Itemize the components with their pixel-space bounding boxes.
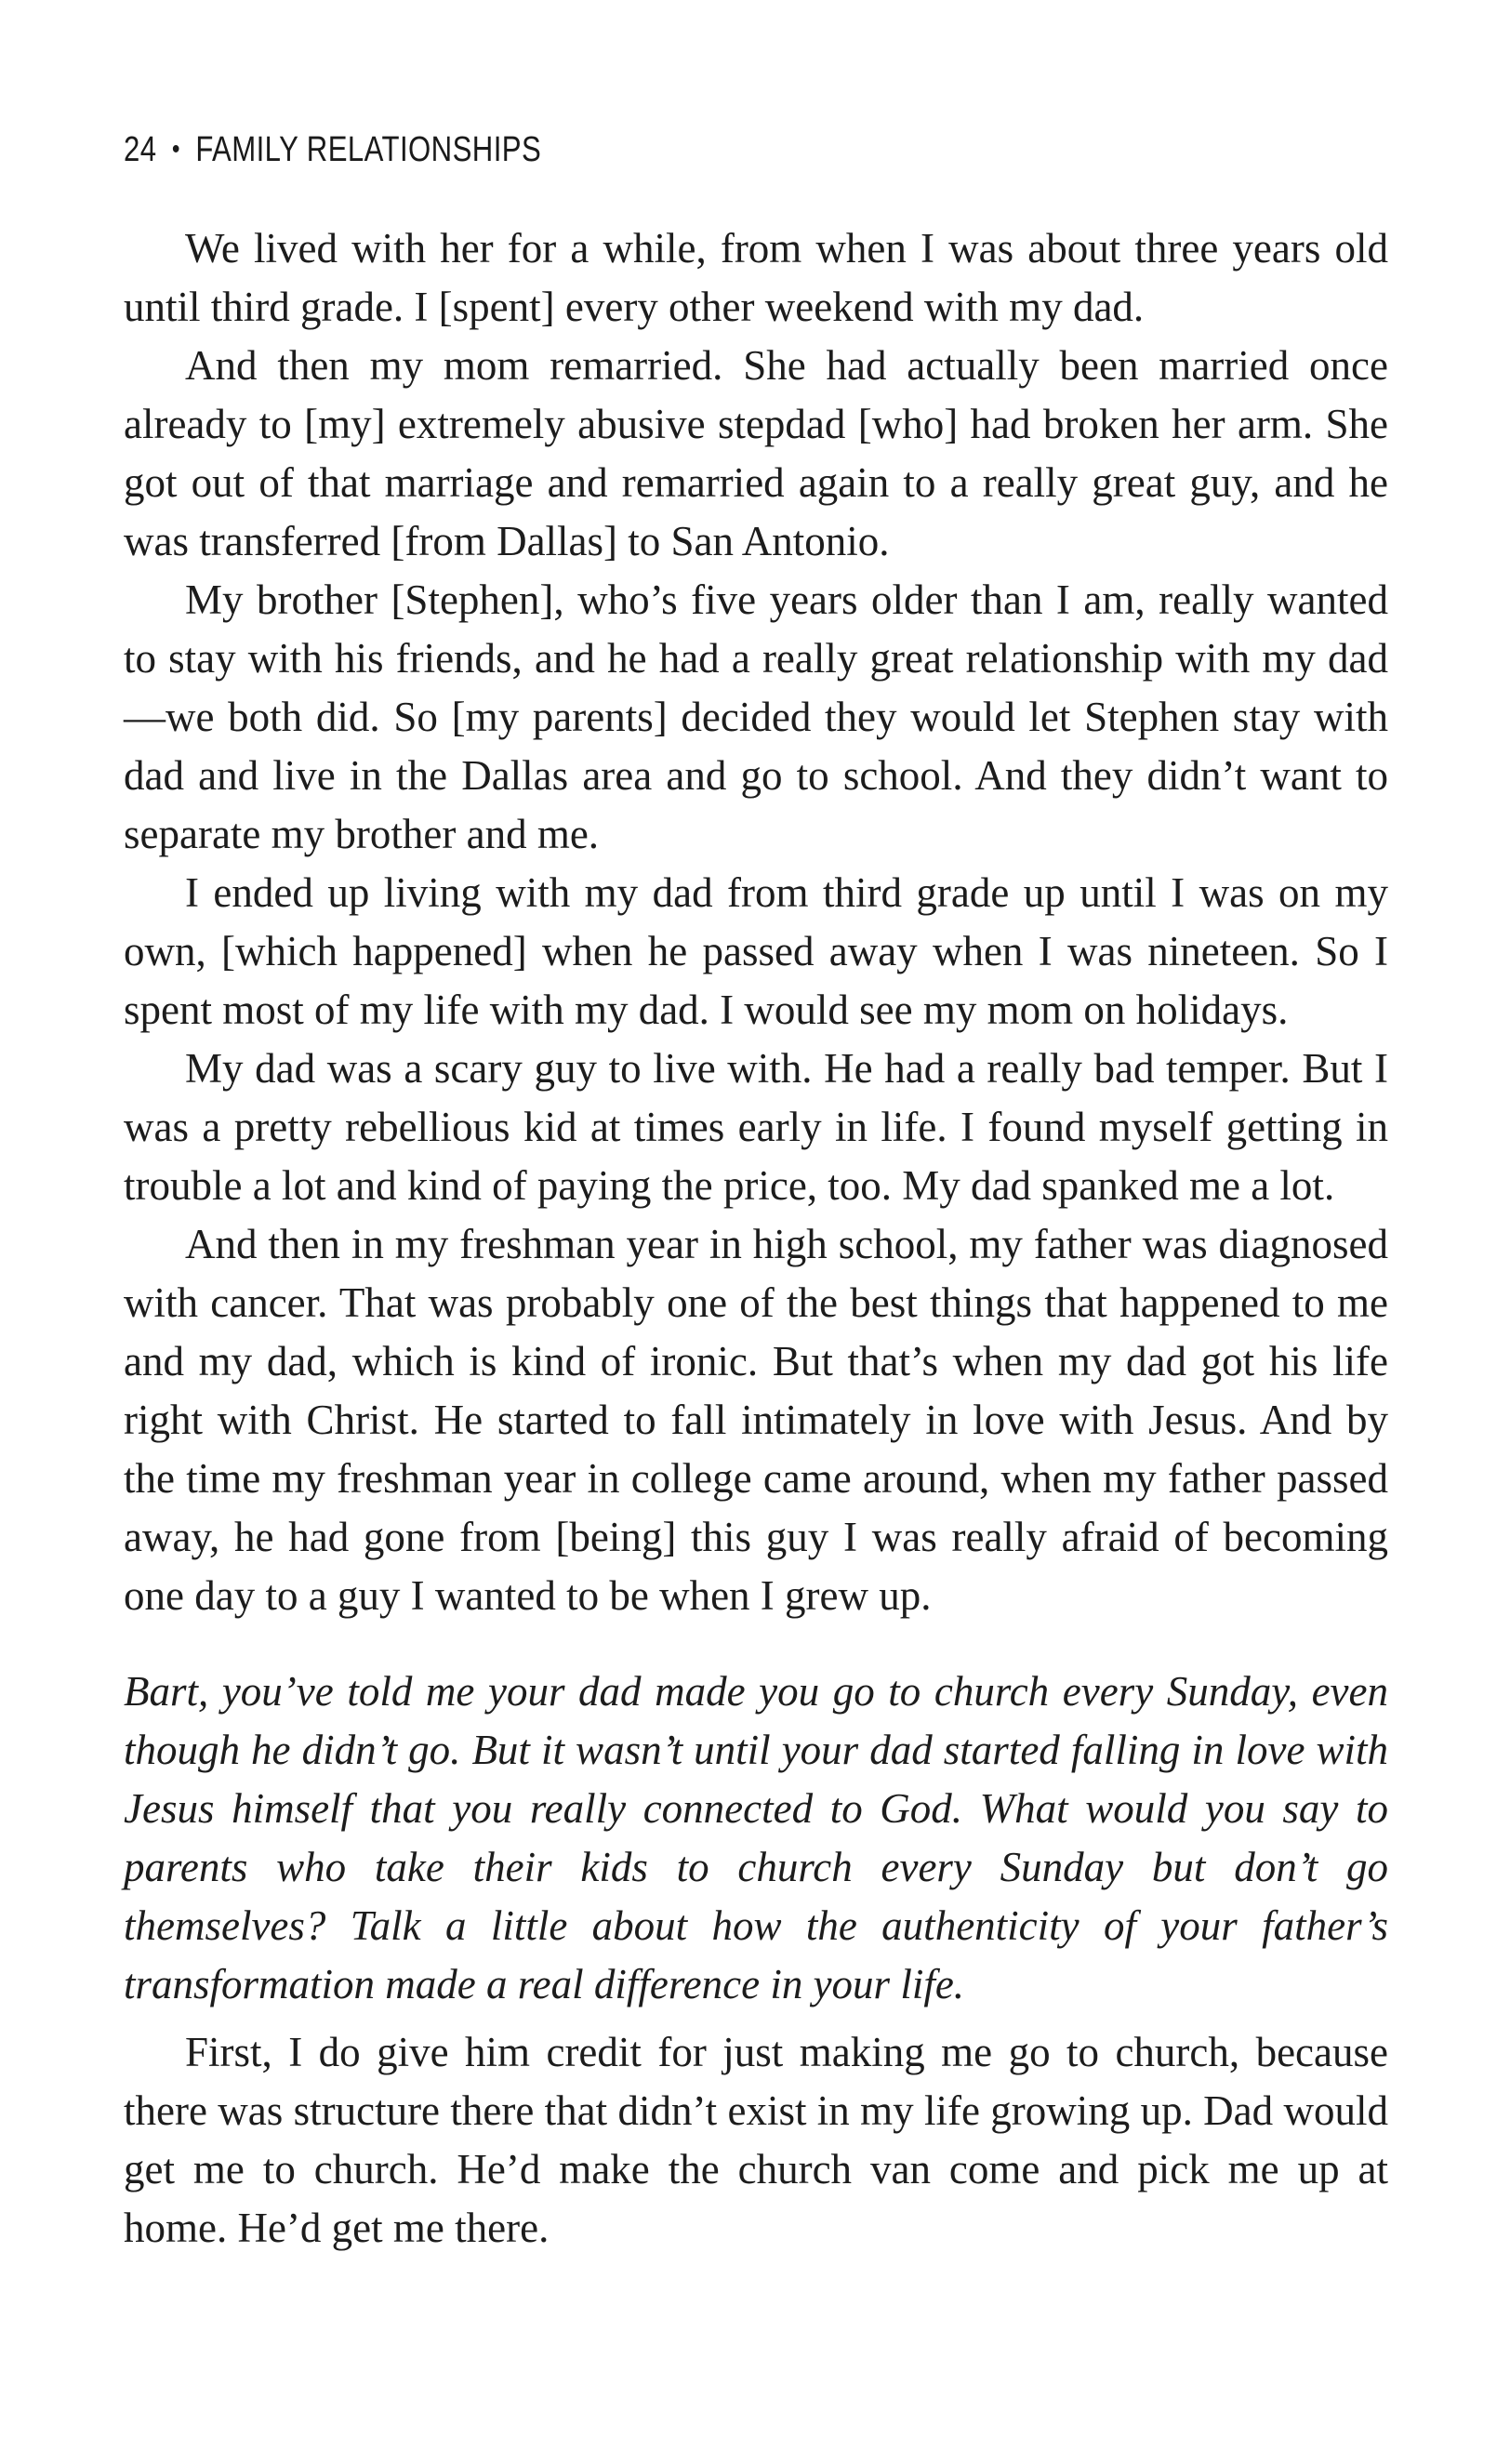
- answer-paragraph: First, I do give him credit for just making me go to church, because there was structure there that didn’t exist in my life growing up. Dad would get me to church. He’d make the church van come and pick me up at home. He’d get me there.: [124, 2029, 1388, 2251]
- page-number: 24: [124, 130, 157, 169]
- paragraph: And then in my freshman year in high school, my father was diagnosed with cancer. That was probably one of the best things that happened to me and my dad, which is kind of ironic. But that’s when my dad got his life right with Christ. He started to fall intimately in love with Jesus. And by the time my freshman year in college came around, when my father passed away, he had gone from [being] this guy I was really afraid of becoming one day to a guy I wanted to be when I grew up.: [124, 1221, 1388, 1619]
- paragraph: And then my mom remarried. She had actually been married once already to [my] extremely abusive stepdad [who] had broken her arm. She got out of that marriage and remarried again to a really great guy, and he was transferred [from Dallas] to San Antonio.: [124, 342, 1388, 564]
- paragraph: My dad was a scary guy to live with. He had a really bad temper. But I was a pretty rebellious kid at times early in life. I found myself getting in trouble a lot and kind of paying the price, too. My dad spanked me a lot.: [124, 1045, 1388, 1209]
- paragraph: I ended up living with my dad from third grade up until I was on my own, [which happened] when he passed away when I was nineteen. So I spent most of my life with my dad. I would see my mom on holidays.: [124, 869, 1388, 1033]
- book-page: [124, 0, 1388, 2464]
- section-title: FAMILY RELATIONSHIPS: [195, 130, 542, 169]
- paragraph: My brother [Stephen], who’s five years older than I am, really wanted to stay with his friends, and he had a really great relationship with my dad—we both did. So [my parents] decided they would let Stephen stay with dad and live in the Dallas area and go to school. And they didn’t want to separate my brother and me.: [124, 576, 1388, 857]
- paragraph: We lived with her for a while, from when I was about three years old until third grade. I [spent] every other weekend with my dad.: [124, 225, 1388, 330]
- body-text: [124, 219, 1388, 2258]
- separator-bullet: •: [171, 134, 180, 165]
- interview-question: Bart, you’ve told me your dad made you go to church every Sunday, even though he didn’t go. But it wasn’t until your dad started falling in love with Jesus himself that you really connected to God. What would you say to parents who take their kids to church every Sunday but don’t go themselves? Talk a little about how the authenticity of your father’s transformation made a real difference in your life.: [124, 1668, 1388, 2007]
- running-head: [124, 130, 541, 186]
